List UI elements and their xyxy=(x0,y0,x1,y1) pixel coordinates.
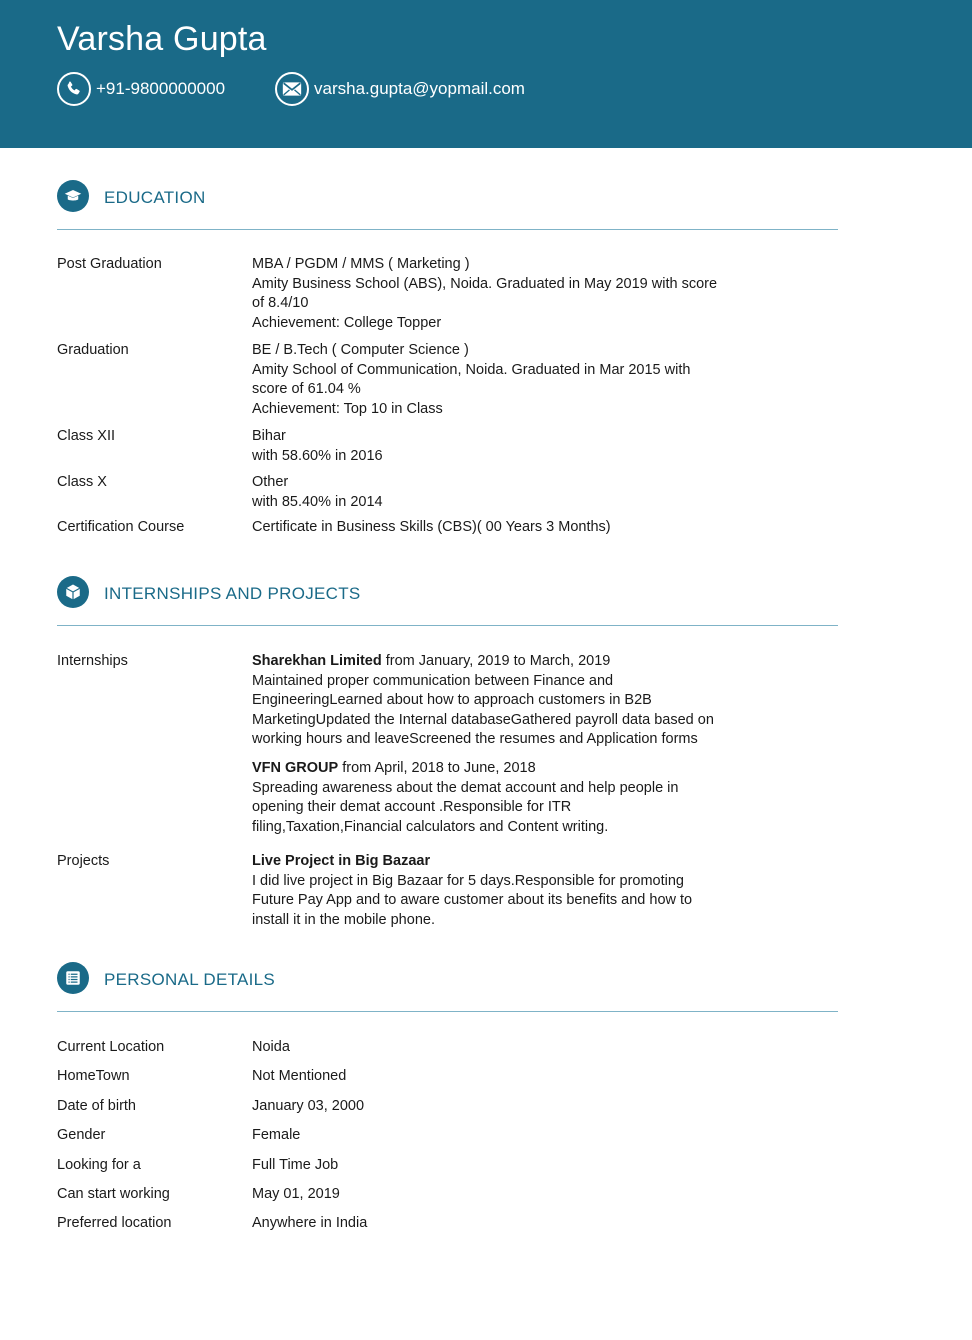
personal-label: Preferred location xyxy=(57,1215,172,1231)
projects-label: Projects xyxy=(57,853,110,869)
education-line: Other xyxy=(252,474,289,490)
education-label: Post Graduation xyxy=(57,256,162,272)
section-divider xyxy=(57,1011,838,1012)
education-line: Certificate in Business Skills (CBS)( 00 Years 3 Months) xyxy=(252,519,611,535)
internship-heading xyxy=(252,652,762,672)
education-label: Class X xyxy=(57,474,107,490)
internship-line: filing,Taxation,Financial calculators and Content writing. xyxy=(252,818,609,835)
internships-title: INTERNSHIPS AND PROJECTS xyxy=(104,584,361,603)
resume-header xyxy=(0,0,972,148)
company-name: Sharekhan Limited xyxy=(252,653,382,669)
education-label: Graduation xyxy=(57,342,129,358)
internship-line: opening their demat account .Responsible for ITR xyxy=(252,799,572,815)
personal-value: May 01, 2019 xyxy=(252,1186,340,1202)
education-line: Amity Business School (ABS), Noida. Graduated in May 2019 with score xyxy=(252,275,718,292)
internship-period: from January, 2019 to March, 2019 xyxy=(381,653,611,669)
education-line: Amity School of Communication, Noida. Graduated in Mar 2015 with xyxy=(252,361,691,378)
phone-icon xyxy=(57,72,91,106)
personal-title: PERSONAL DETAILS xyxy=(104,970,276,989)
personal-value: January 03, 2000 xyxy=(252,1098,365,1114)
internship-line: Maintained proper communication between Finance and xyxy=(252,672,614,689)
education-line: Achievement: College Topper xyxy=(252,314,442,331)
section-divider xyxy=(57,229,838,230)
education-line: Bihar xyxy=(252,428,286,444)
internship-heading xyxy=(252,759,762,779)
company-name: VFN GROUP xyxy=(252,760,339,776)
internships-label: Internships xyxy=(57,653,128,669)
education-line: Achievement: Top 10 in Class xyxy=(252,400,443,417)
education-line: of 8.4/10 xyxy=(252,295,309,311)
project-line: I did live project in Big Bazaar for 5 days.Responsible for promoting xyxy=(252,872,684,889)
education-line: BE / B.Tech ( Computer Science ) xyxy=(252,342,469,358)
education-title: EDUCATION xyxy=(104,188,206,207)
personal-section xyxy=(57,962,838,1242)
cube-icon xyxy=(57,576,89,608)
internship-line: MarketingUpdated the Internal databaseGathered payroll data based on xyxy=(252,711,714,728)
personal-label: Can start working xyxy=(57,1186,170,1202)
personal-value: Not Mentioned xyxy=(252,1068,347,1084)
candidate-name: Varsha Gupta xyxy=(57,20,267,58)
internship-line: EngineeringLearned about how to approach customers in B2B xyxy=(252,692,652,708)
education-section xyxy=(57,180,838,550)
personal-value: Full Time Job xyxy=(252,1157,339,1173)
education-line: MBA / PGDM / MMS ( Marketing ) xyxy=(252,256,470,272)
email-address: varsha.gupta@yopmail.com xyxy=(314,79,525,98)
personal-label: Looking for a xyxy=(57,1157,141,1173)
internship-line: Spreading awareness about the demat account and help people in xyxy=(252,779,679,796)
education-line: with 58.60% in 2016 xyxy=(252,447,383,464)
project-line: Future Pay App and to aware customer about its benefits and how to xyxy=(252,892,693,908)
personal-label: HomeTown xyxy=(57,1068,130,1084)
education-line: score of 61.04 % xyxy=(252,381,361,397)
envelope-icon xyxy=(275,72,309,106)
personal-value: Female xyxy=(252,1127,301,1143)
internships-section xyxy=(57,576,838,936)
phone-number: +91-9800000000 xyxy=(96,79,226,98)
list-icon xyxy=(57,962,89,994)
email-contact[interactable] xyxy=(275,71,525,107)
graduation-cap-icon xyxy=(57,180,89,212)
internship-line: working hours and leaveScreened the resumes and Application forms xyxy=(252,731,698,747)
phone-contact[interactable] xyxy=(57,71,225,107)
personal-label: Date of birth xyxy=(57,1098,136,1114)
project-title: Live Project in Big Bazaar xyxy=(252,853,431,869)
internship-period: from April, 2018 to June, 2018 xyxy=(338,760,536,776)
personal-label: Current Location xyxy=(57,1039,165,1055)
personal-value: Noida xyxy=(252,1039,290,1055)
personal-value: Anywhere in India xyxy=(252,1215,368,1231)
education-label: Class XII xyxy=(57,428,116,444)
education-label: Certification Course xyxy=(57,519,185,535)
education-line: with 85.40% in 2014 xyxy=(252,493,383,510)
personal-label: Gender xyxy=(57,1127,106,1143)
section-divider xyxy=(57,625,838,626)
project-line: install it in the mobile phone. xyxy=(252,911,435,928)
